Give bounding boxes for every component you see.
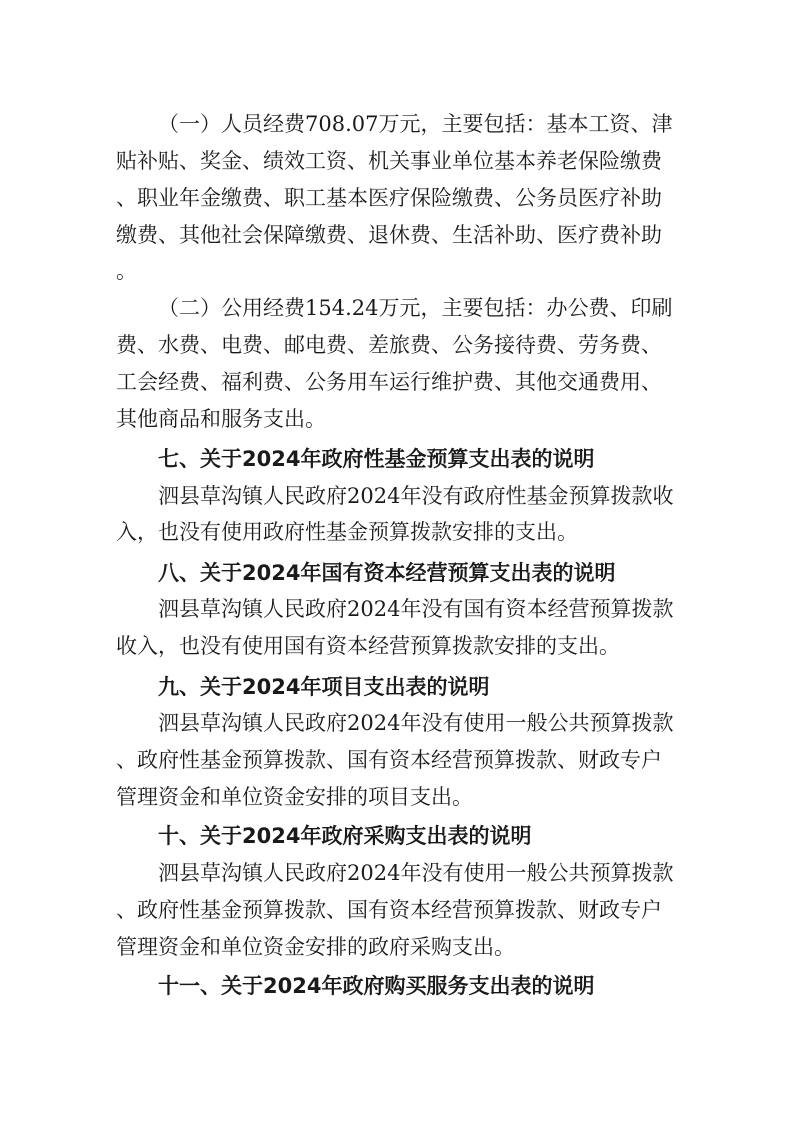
text-span: 。 [116, 259, 137, 283]
paragraph-line [0, 325, 793, 365]
text-span: 、政府性基金预算拨款、国有资本经营预算拨款、财政专户 [116, 898, 662, 922]
paragraph-line [0, 141, 793, 181]
paragraph-line [0, 703, 793, 743]
section-heading [0, 439, 793, 479]
paragraph-line [0, 589, 793, 629]
text-span: （一）人员经费708.07万元，主要包括：基本工资、津 [158, 112, 673, 136]
paragraph-line [0, 927, 793, 967]
section-heading [0, 553, 793, 593]
paragraph-line [0, 777, 793, 817]
text-span: 泗县草沟镇人民政府2024年没有国有资本经营预算拨款 [158, 597, 674, 621]
text-span: 、职业年金缴费、职工基本医疗保险缴费、公务员医疗补助 [116, 186, 662, 210]
paragraph-line [0, 362, 793, 402]
section-heading [0, 816, 793, 856]
paragraph-line [0, 512, 793, 552]
section-heading [0, 667, 793, 707]
heading-text: 十、关于2024年政府采购支出表的说明 [158, 824, 532, 848]
text-span: 管理资金和单位资金安排的项目支出。 [116, 785, 473, 809]
paragraph-line [0, 178, 793, 218]
heading-text: 十一、关于2024年政府购买服务支出表的说明 [158, 974, 595, 998]
text-span: 费、水费、电费、邮电费、差旅费、公务接待费、劳务费、 [116, 333, 662, 357]
paragraph-line [0, 288, 793, 328]
text-span: 泗县草沟镇人民政府2024年没有使用一般公共预算拨款 [158, 861, 674, 885]
text-span: 缴费、其他社会保障缴费、退休费、生活补助、医疗费补助 [116, 223, 662, 247]
text-span: 收入，也没有使用国有资本经营预算拨款安排的支出。 [116, 634, 620, 658]
text-span: 入，也没有使用政府性基金预算拨款安排的支出。 [116, 520, 578, 544]
paragraph-line [0, 626, 793, 666]
heading-text: 八、关于2024年国有资本经营预算支出表的说明 [158, 561, 616, 585]
paragraph-line [0, 740, 793, 780]
text-span: 其他商品和服务支出。 [116, 407, 326, 431]
heading-text: 九、关于2024年项目支出表的说明 [158, 675, 490, 699]
text-span: 贴补贴、奖金、绩效工资、机关事业单位基本养老保险缴费 [116, 149, 662, 173]
text-span: 泗县草沟镇人民政府2024年没有使用一般公共预算拨款 [158, 711, 674, 735]
paragraph-line [0, 399, 793, 439]
text-span: 管理资金和单位资金安排的政府采购支出。 [116, 935, 515, 959]
paragraph-line [0, 104, 793, 144]
section-heading [0, 966, 793, 1006]
text-span: 、政府性基金预算拨款、国有资本经营预算拨款、财政专户 [116, 748, 662, 772]
heading-text: 七、关于2024年政府性基金预算支出表的说明 [158, 447, 595, 471]
text-span: （二）公用经费154.24万元，主要包括：办公费、印刷 [158, 296, 673, 320]
paragraph-line [0, 890, 793, 930]
paragraph-line [0, 251, 793, 291]
text-span: 泗县草沟镇人民政府2024年没有政府性基金预算拨款收 [158, 484, 674, 508]
text-span: 工会经费、福利费、公务用车运行维护费、其他交通费用、 [116, 370, 662, 394]
paragraph-line [0, 476, 793, 516]
paragraph-line [0, 215, 793, 255]
paragraph-line [0, 853, 793, 893]
